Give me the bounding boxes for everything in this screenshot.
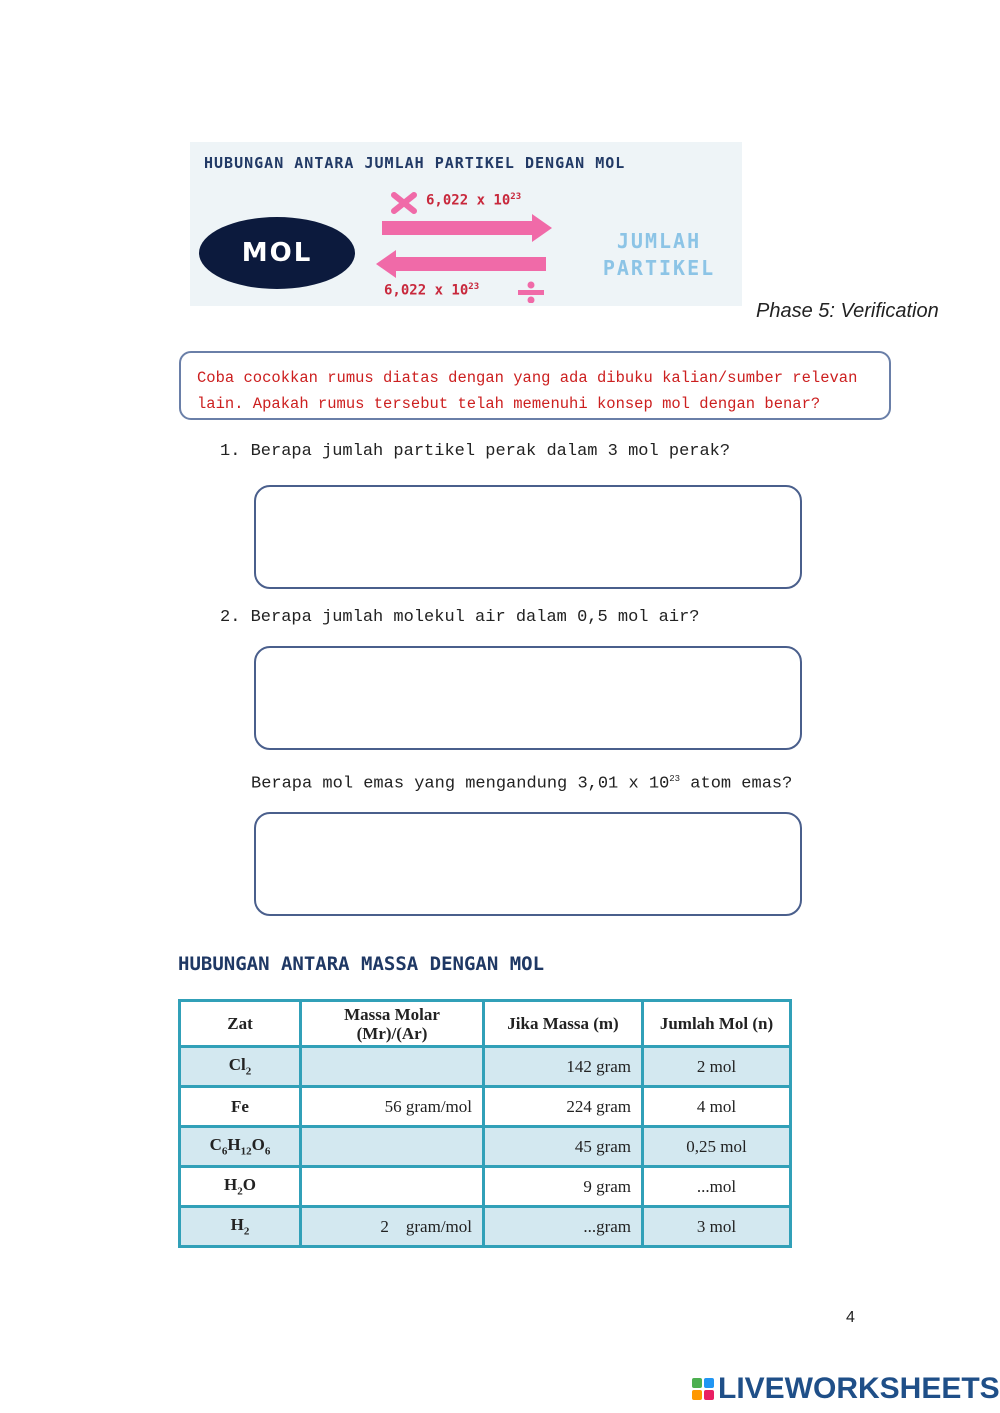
- table-cell-mol: 2 mol: [643, 1047, 791, 1087]
- table-cell-massa[interactable]: ...gram: [484, 1207, 643, 1247]
- question-3-text-after: atom emas?: [680, 774, 793, 794]
- table-row: [180, 1127, 791, 1167]
- section-title: HUBUNGAN ANTARA MASSA DENGAN MOL: [178, 953, 545, 975]
- arrow-left-icon: [376, 250, 548, 278]
- table-cell-massa: 45 gram: [484, 1127, 643, 1167]
- liveworksheets-logo-icon: [692, 1378, 714, 1400]
- header-massa-molar-line2: (Mr)/(Ar): [356, 1023, 428, 1043]
- table-cell-molar[interactable]: [301, 1047, 484, 1087]
- table-cell-molar[interactable]: [301, 1167, 484, 1207]
- multiply-factor: [426, 192, 521, 209]
- divide-icon: [516, 281, 546, 303]
- question-3: [251, 774, 792, 794]
- table-row: [180, 1087, 791, 1127]
- zat-h2o: $H_2O$: [180, 1167, 301, 1207]
- question-1: [220, 442, 730, 461]
- liveworksheets-brand[interactable]: [692, 1372, 1000, 1406]
- zat-fe: Fe: [180, 1087, 301, 1127]
- table-row: [180, 1047, 791, 1087]
- page-number: 4: [846, 1309, 855, 1326]
- question-3-exponent: 23: [669, 774, 681, 784]
- instruction-box: [179, 351, 891, 420]
- zat-cl2: $Cl_2$: [180, 1047, 301, 1087]
- multiply-factor-exponent: 23: [510, 192, 522, 202]
- question-3-text-before: Berapa mol emas yang mengandung 3,01 x 10: [251, 774, 670, 794]
- table-header-row: [180, 1001, 791, 1047]
- arrow-right-icon: [382, 214, 554, 242]
- answer-box-2[interactable]: [254, 646, 802, 750]
- divide-factor-base: 6,022 x 10: [384, 282, 469, 299]
- table-cell-mol[interactable]: ...mol: [643, 1167, 791, 1207]
- table-cell-massa: 224 gram: [484, 1087, 643, 1127]
- header-massa-molar-line1: Massa Molar: [344, 1004, 440, 1024]
- header-massa-molar: [301, 1001, 484, 1047]
- multiply-factor-base: 6,022 x 10: [426, 192, 511, 209]
- table-cell-massa: 9 gram: [484, 1167, 643, 1207]
- table-cell-mol: 4 mol: [643, 1087, 791, 1127]
- header-zat: Zat: [180, 1001, 301, 1047]
- divide-factor-exponent: 23: [468, 282, 480, 292]
- particle-mol-diagram: [190, 142, 742, 306]
- multiply-icon: [390, 192, 418, 214]
- table-cell-molar[interactable]: [301, 1127, 484, 1167]
- jumlah-line1: JUMLAH: [616, 229, 702, 253]
- answer-box-3[interactable]: [254, 812, 802, 916]
- header-jumlah-mol: Jumlah Mol (n): [643, 1001, 791, 1047]
- mol-label: MOL: [241, 238, 313, 268]
- question-2: [220, 608, 699, 627]
- table-cell-mol: 0,25 mol: [643, 1127, 791, 1167]
- divide-factor: [384, 282, 479, 299]
- jumlah-partikel-label: [594, 228, 724, 282]
- diagram-title: HUBUNGAN ANTARA JUMLAH PARTIKEL DENGAN MOL: [204, 154, 626, 172]
- mass-mol-table: [178, 999, 792, 1248]
- table-cell-molar: 56 gram/mol: [301, 1087, 484, 1127]
- jumlah-line2: PARTIKEL: [602, 256, 716, 280]
- instruction-text: [197, 365, 877, 417]
- question-1-number: 1.: [220, 442, 241, 461]
- brand-text: LIVEWORKSHEETS: [718, 1372, 1000, 1405]
- zat-c6h12o6: $C_6H_{12}O_6$: [180, 1127, 301, 1167]
- question-1-text: Berapa jumlah partikel perak dalam 3 mol perak?: [250, 442, 731, 461]
- table-cell-mol: 3 mol: [643, 1207, 791, 1247]
- answer-box-1[interactable]: [254, 485, 802, 589]
- question-2-text: Berapa jumlah molekul air dalam 0,5 mol air?: [250, 608, 700, 627]
- question-2-number: 2.: [220, 608, 241, 627]
- table-cell-molar: 2 gram/mol: [301, 1207, 484, 1247]
- instruction-line1: Coba cocokkan rumus diatas dengan yang ada dibuku kalian/sumber relevan: [197, 369, 858, 387]
- zat-h2: $H_2$: [180, 1207, 301, 1247]
- phase-label: Phase 5: Verification: [756, 300, 939, 322]
- header-jika-massa: Jika Massa (m): [484, 1001, 643, 1047]
- instruction-line2: lain. Apakah rumus tersebut telah memenuhi konsep mol dengan benar?: [197, 395, 821, 413]
- table-row: [180, 1167, 791, 1207]
- mol-ellipse: [199, 217, 355, 289]
- table-row: [180, 1207, 791, 1247]
- table-cell-massa: 142 gram: [484, 1047, 643, 1087]
